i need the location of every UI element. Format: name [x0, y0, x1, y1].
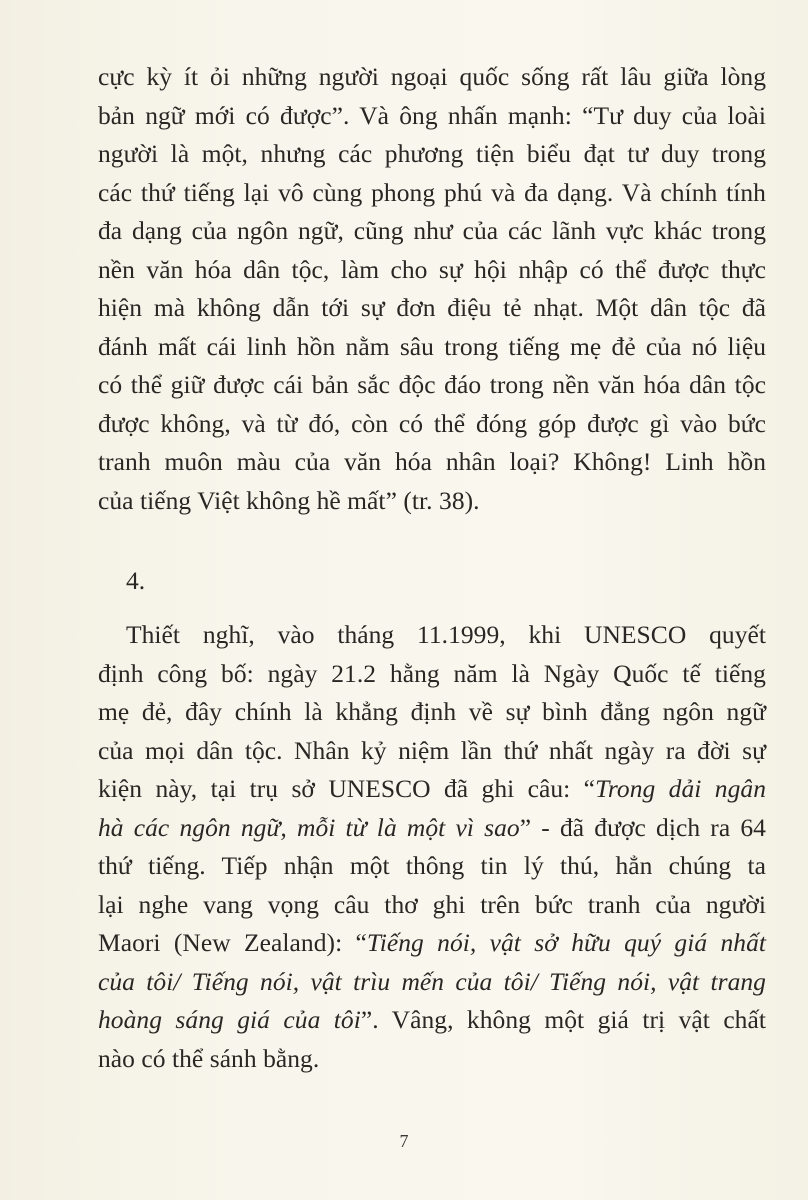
quote-italic: Trong dải ngân: [595, 774, 766, 803]
text-segment: ” - đã được dịch ra 64: [519, 812, 766, 842]
text-line: định công bố: ngày 21.2 hằng năm là Ngày Quốc tế tiếng: [98, 658, 766, 688]
page-number: 7: [399, 1131, 409, 1151]
text-line: bản ngữ mới có được”. Và ông nhấn mạnh: “Tư duy của loài: [98, 100, 766, 130]
text-line: Thiết nghĩ, vào tháng 11.1999, khi UNESCO quyết: [126, 620, 766, 649]
text-line: người là một, nhưng các phương tiện biểu đạt tư duy trong: [98, 139, 766, 168]
text-line: cực kỳ ít ỏi những người ngoại quốc sống rất lâu giữa lòng: [98, 62, 766, 91]
text-line: mẹ đẻ, đây chính là khẳng định về sự bình đẳng ngôn ngữ: [98, 697, 766, 726]
text-line: có thể giữ được cái bản sắc độc đáo trong nền văn hóa dân tộc: [98, 370, 766, 399]
paragraph-2: [98, 616, 766, 1078]
text-line: [98, 924, 766, 963]
text-segment: ”. Vâng, không một giá trị vật chất: [360, 1005, 766, 1034]
text-line: được không, và từ đó, còn có thể đóng góp được gì vào bức: [98, 408, 766, 438]
quote-italic: hoàng sáng giá của tôi: [98, 1005, 361, 1034]
text-line: [98, 809, 766, 848]
text-line: thứ tiếng. Tiếp nhận một thông tin lý thú, hẳn chúng ta: [98, 851, 766, 880]
text-line: hiện mà không dẫn tới sự đơn điệu tẻ nhạt. Một dân tộc đã: [98, 293, 766, 322]
text-line: [98, 770, 766, 809]
quote-italic: Tiếng nói, vật sở hữu quý giá nhất: [366, 928, 766, 957]
paragraph-1: [98, 58, 766, 520]
text-line: của tiếng Việt không hề mất” (tr. 38).: [98, 485, 480, 515]
text-line: lại nghe vang vọng câu thơ ghi trên bức tranh của người: [98, 889, 766, 919]
text-line: nào có thể sánh bằng.: [98, 1043, 320, 1073]
text-line: đa dạng của ngôn ngữ, cũng như của các lãnh vực khác trong: [98, 216, 766, 245]
text-line: tranh muôn màu của văn hóa nhân loại? Không! Linh hồn: [98, 447, 766, 476]
text-line: của mọi dân tộc. Nhân kỷ niệm lần thứ nhất ngày ra đời sự: [98, 735, 766, 765]
text-line: các thứ tiếng lại vô cùng phong phú và đa dạng. Và chính tính: [98, 177, 766, 207]
text-line: [98, 1001, 766, 1040]
text-line: của tôi/ Tiếng nói, vật trìu mến của tôi/ Tiếng nói, vật trang: [98, 966, 766, 996]
text-segment: kiện này, tại trụ sở UNESCO đã ghi câu: “: [98, 774, 596, 803]
section-number: 4.: [126, 566, 146, 595]
quote-italic: hà các ngôn ngữ, mỗi từ là một vì sao: [98, 812, 520, 842]
text-segment: Maori (New Zealand): “: [98, 928, 367, 957]
text-line: nền văn hóa dân tộc, làm cho sự hội nhập có thể được thực: [98, 254, 766, 284]
text-line: đánh mất cái linh hồn nằm sâu trong tiếng mẹ đẻ của nó liệu: [98, 331, 766, 361]
